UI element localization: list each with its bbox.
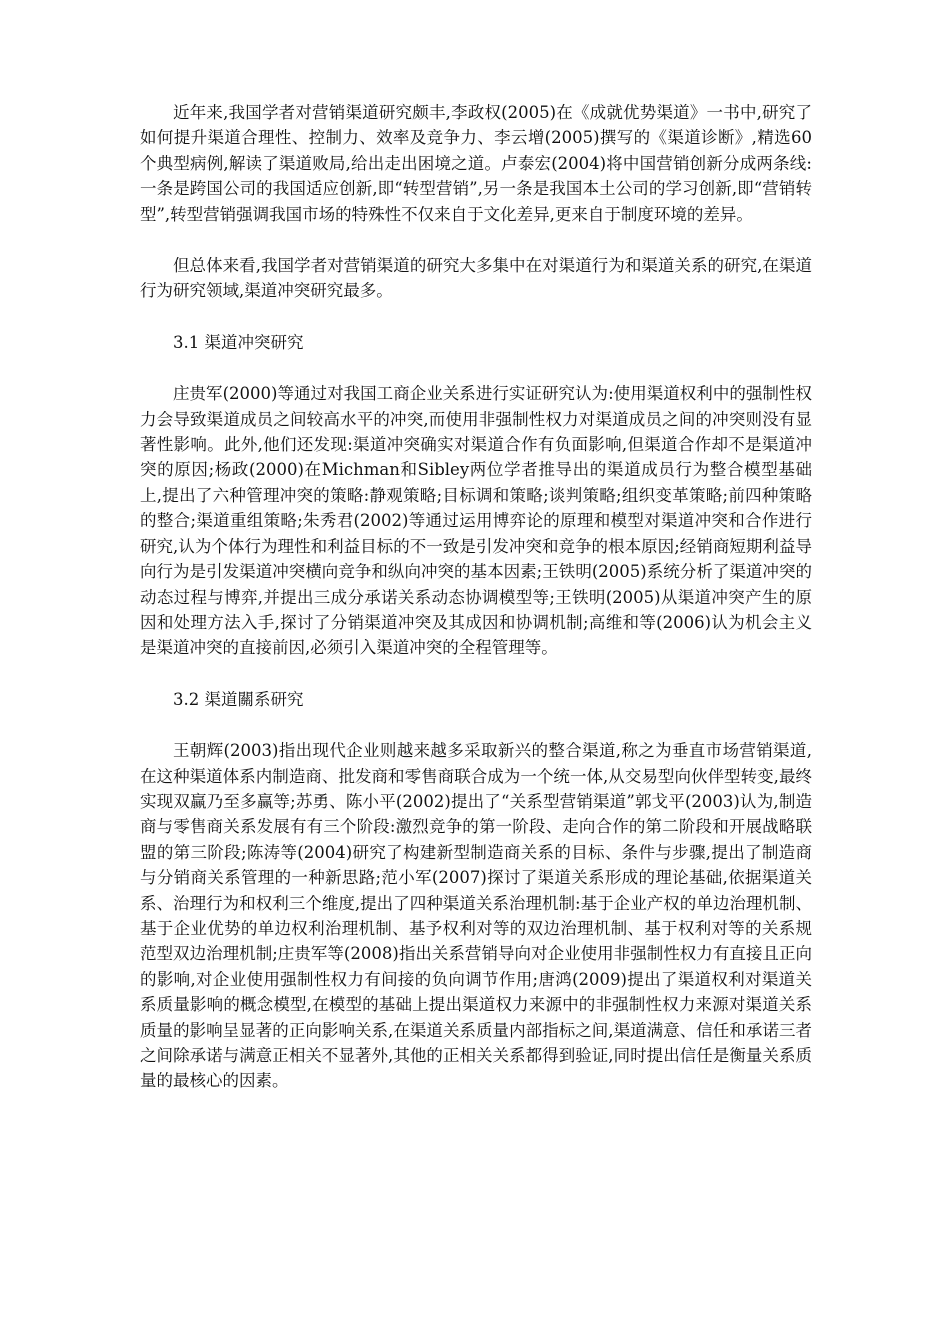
- paragraph-summary: 但总体来看,我国学者对营销渠道的研究大多集中在对渠道行为和渠道关系的研究,在渠道行为研究领域,渠道冲突研究最多。: [140, 256, 812, 301]
- paragraph-intro: 近年来,我国学者对营销渠道研究颇丰,李政权(2005)在《成就优势渠道》一书中,研究了如何提升渠道合理性、控制力、效率及竞争力、李云增(2005)撰写的《渠道诊断》,精选60个典型病例,解读了渠道败局,给出走出困境之道。卢泰宏(2004)将中国营销创新分成两条线:一条是跨国公司的我国适应创新,即“转型营销”,另一条是我国本土公司的学习创新,即“营销转型”,转型营销强调我国市场的特殊性不仅来自于文化差异,更来自于制度环境的差异。: [140, 103, 812, 224]
- paragraph-channel-conflict: 庄贵军(2000)等通过对我国工商企业关系进行实证研究认为:使用渠道权利中的强制性权力会导致渠道成员之间较高水平的冲突,而使用非强制性权力对渠道成员之间的冲突则没有显著性影响。此外,他们还发现:渠道冲突确实对渠道合作有负面影响,但渠道合作却不是渠道冲突的原因;杨政(2000)在Michman和Sibley两位学者推导出的渠道成员行为整合模型基础上,提出了六种管理冲突的策略:静观策略;目标调和策略;谈判策略;组织变革策略;前四种策略的整合;渠道重组策略;朱秀君(2002)等通过运用博弈论的原理和模型对渠道冲突和合作进行研究,认为个体行为理性和利益目标的不一致是引发冲突和竞争的根本原因;经销商短期利益导向行为是引发渠道冲突横向竞争和纵向冲突的基本因素;王铁明(2005)系统分析了渠道冲突的动态过程与博弈,并提出三成分承诺关系动态协调模型等;王铁明(2005)从渠道冲突产生的原因和处理方法入手,探讨了分销渠道冲突及其成因和协调机制;高维和等(2006)认为机会主义是渠道冲突的直接前因,必须引入渠道冲突的全程管理等。: [140, 384, 812, 658]
- section-heading-3-1: 3.1 渠道冲突研究: [173, 332, 304, 352]
- paragraph-channel-relationship: 王朝辉(2003)指出现代企业则越来越多采取新兴的整合渠道,称之为垂直市场营销渠道,在这种渠道体系内制造商、批发商和零售商联合成为一个统一体,从交易型向伙伴型转变,最终实现双赢乃至多赢等;苏勇、陈小平(2002)提出了“关系型营销渠道”郭戈平(2003)认为,制造商与零售商关系发展有有三个阶段:激烈竞争的第一阶段、走向合作的第二阶段和开展战略联盟的第三阶段;陈涛等(2004)研究了构建新型制造商关系的目标、条件与步骤,提出了制造商与分销商关系管理的一种新思路;范小军(2007)探讨了渠道关系形成的理论基础,依据渠道关系、治理行为和权利三个维度,提出了四种渠道关系治理机制:基于企业产权的单边治理机制、基于企业优势的单边权利治理机制、基予权利对等的双边治理机制、基于权利对等的关系规范型双边治理机制;庄贵军等(2008)指出关系营销导向对企业使用非强制性权力有直接且正向的影响,对企业使用强制性权力有间接的负向调节作用;唐鸿(2009)提出了渠道权利对渠道关系质量影响的概念模型,在模型的基础上提出渠道权力来源中的非强制性权力来源对渠道关系质量的影响呈显著的正向影响关系,在渠道关系质量内部指标之间,渠道满意、信任和承诺三者之间除承诺与满意正相关不显著外,其他的正相关关系都得到验证,同时提出信任是衡量关系质量的最核心的因素。: [140, 741, 812, 1091]
- document-page: [140, 100, 812, 1120]
- section-heading-3-2: 3.2 渠道關系研究: [173, 689, 304, 709]
